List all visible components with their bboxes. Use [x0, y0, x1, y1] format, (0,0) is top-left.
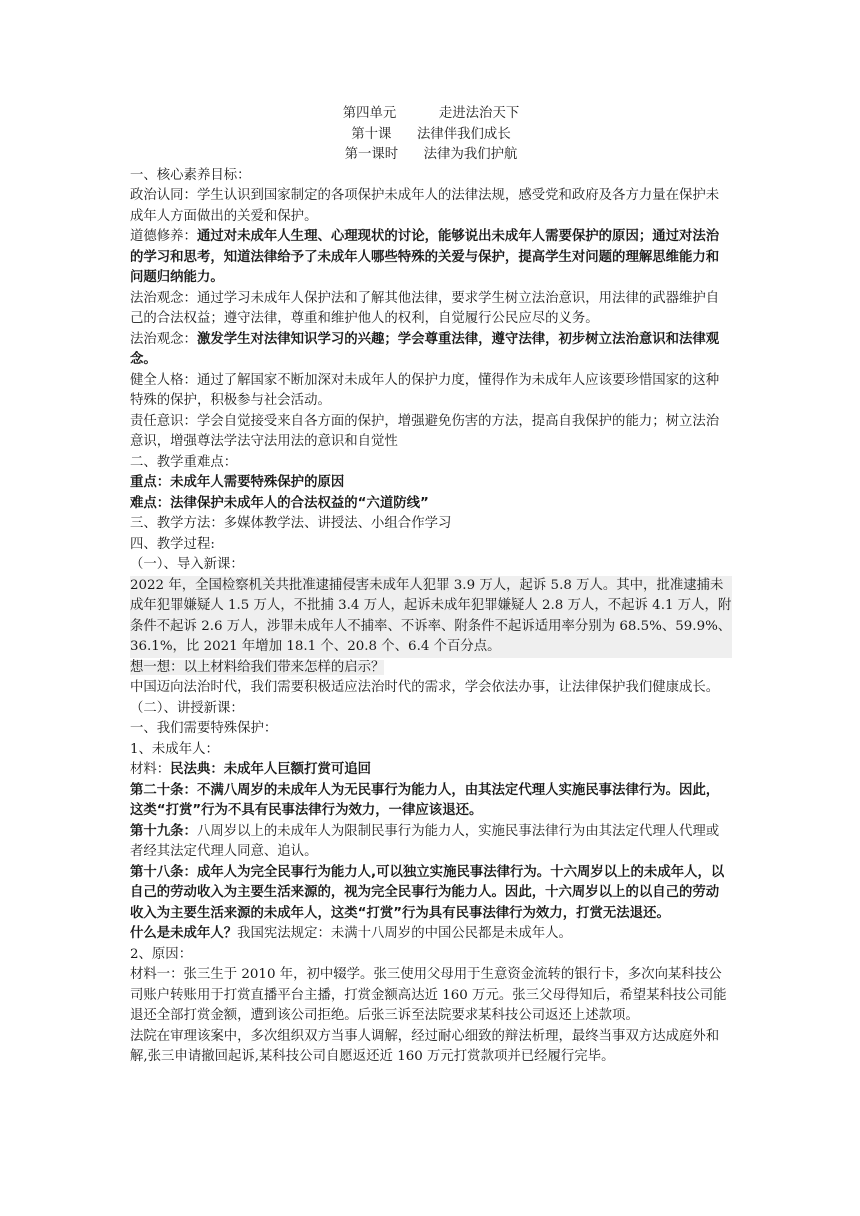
- case-court: 法院在审理该案中，多次组织双方当事人调解，经过耐心细致的辩法析理，最终当事双方达成庭外和解,张三申请撤回起诉,某科技公司自愿返还近 160 万元打赏款项并已经履行完毕。: [130, 1028, 720, 1064]
- key-point: 重点：未成年人需要特殊保护的原因: [130, 475, 345, 490]
- goal-law-2: 法治观念：激发学生对法律知识学习的兴趣；学会尊重法律，遵守法律，初步树立法治意识和法律观念。: [130, 331, 720, 367]
- lesson-title: 第十课 法律伴我们成长: [351, 126, 511, 142]
- section-key-points: 二、教学重难点：: [130, 454, 238, 470]
- goal-personality: 健全人格：通过了解国家不断加深对未成年人的保护力度，懂得作为未成年人应该要珍惜国家的这种特殊的保护，积极参与社会活动。: [130, 372, 720, 408]
- unit-title: 第四单元 走进法治天下: [342, 106, 520, 121]
- teach-heading: （二）、讲授新课：: [130, 700, 244, 716]
- article-18: 第十八条：成年人为完全民事行为能力人,可以独立实施民事法律行为。十六周岁以上的未成年人，以自己的劳动收入为主要生活来源的，视为完全民事行为能力人。因此，十六周岁以上的以自己的劳动收入为主要生活来源的未成年人，这类“打赏”行为具有民事法律行为效力，打赏无法退还。: [130, 864, 725, 921]
- intro-conclusion: 中国迈向法治时代，我们需要积极适应法治时代的需求，学会依法办事，让法律保护我们健康成长。: [130, 680, 720, 695]
- intro-heading: （一）、导入新课：: [130, 557, 244, 572]
- case-material-1: 材料一：张三生于 2010 年，初中辍学。张三使用父母用于生意资金流转的银行卡，多次向某科技公司账户转账用于打赏直播平台主播，打赏金额高达近 160 万元。张三父母得知后，希望某科技公司能退还全部打赏金额，遭到该公司拒绝。后张三诉至法院要求某科技公司返还上述款项。: [130, 967, 727, 1023]
- intro-material: 2022 年，全国检察机关共批准逮捕侵害未成年人犯罪 3.9 万人，起诉 5.8 万人。其中，批准逮捕未成年犯罪嫌疑人 1.5 万人，不批捕 3.4 万人，起诉未成年犯罪嫌疑人 2.8 万人，不起诉 4.1 万人，附条件不起诉 2.6 万人，涉罪未成年人不捕率、不诉率、附条件不起诉适用率分别为 68.5%、59.9%、36.1%，比 2021 年增加 18.1 个、20.8 个、6.4 个百分点。: [130, 576, 732, 658]
- section-process: 四、教学过程:: [130, 536, 215, 552]
- item-reasons: 2、原因：: [130, 946, 193, 962]
- article-19: 第十九条：八周岁以上的未成年人为限制民事行为能力人，实施民事法律行为由其法定代理人代理或者经其法定代理人同意、追认。: [130, 823, 720, 859]
- difficult-point: 难点：法律保护未成年人的合法权益的“六道防线”: [130, 495, 429, 511]
- period-title: 第一课时 法律为我们护航: [344, 147, 518, 162]
- section-methods: 三、教学方法：多媒体教学法、讲授法、小组合作学习: [130, 516, 452, 531]
- section-core-goals: 一、核心素养目标：: [130, 167, 251, 183]
- part-special-protection: 一、我们需要特殊保护：: [130, 721, 278, 736]
- article-20: 第二十条：不满八周岁的未成年人为无民事行为能力人，由其法定代理人实施民事法律行为。因此，这类“打赏”行为不具有民事法律行为效力，一律应该退还。: [130, 782, 720, 818]
- goal-political: 政治认同：学生认识到国家制定的各项保护未成年人的法律法规，感受党和政府及各方力量在保护未成年人方面做出的关爱和保护。: [130, 188, 720, 224]
- document-page: [130, 104, 732, 1068]
- goal-law-1: 法治观念：通过学习未成年人保护法和了解其他法律，要求学生树立法治意识，用法律的武器维护自己的合法权益；遵守法律，尊重和维护他人的权利，自觉履行公民应尽的义务。: [130, 290, 720, 326]
- think-question: 想一想：以上材料给我们带来怎样的启示？: [130, 659, 385, 675]
- goal-responsibility: 责任意识：学会自觉接受来自各方面的保护，增强避免伤害的方法，提高自我保护的能力；树立法治意识，增强尊法学法守法用法的意识和自觉性: [130, 413, 720, 449]
- material-title: 材料：民法典：未成年人巨额打赏可追回: [130, 762, 372, 777]
- item-minors: 1、未成年人：: [130, 741, 219, 757]
- what-is-minor: 什么是未成年人？我国宪法规定：未满十八周岁的中国公民都是未成年人。: [130, 926, 572, 941]
- goal-moral: 道德修养：通过对未成年人生理、心理现状的讨论，能够说出未成年人需要保护的原因；通过对法治的学习和思考，知道法律给予了未成年人哪些特殊的关爱与保护，提高学生对问题的理解思维能力和问题归纳能力。: [130, 229, 720, 285]
